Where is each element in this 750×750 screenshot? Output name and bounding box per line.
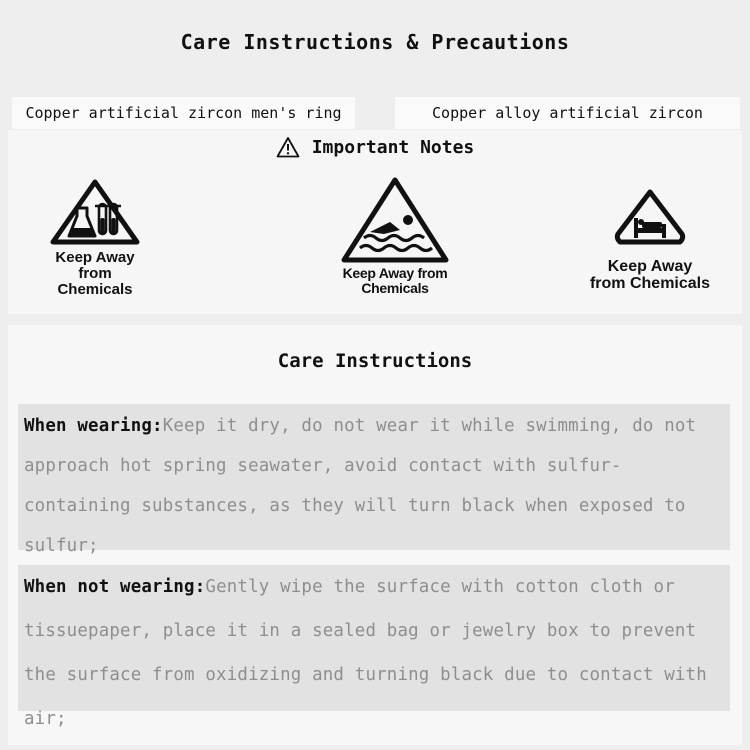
sign-label-line: Keep Away [55, 249, 135, 266]
sign-label-line: Chemicals [361, 279, 429, 296]
sign-label-line: Chemicals [57, 280, 133, 298]
care-item-text: Keep it dry, do not wear it while swimming, do not approach hot spring seawater, avoid contact with sulfur-containing substances, as they will turn black when exposed to sulfur; [24, 416, 697, 556]
sign-keep-away-chemicals-2 [330, 176, 460, 295]
sign-keep-away-chemicals-3 [580, 188, 720, 293]
sign-label-line: Keep Away from [342, 265, 448, 281]
chemical-flasks-icon [49, 178, 141, 246]
care-instructions-heading: Care Instructions [277, 350, 473, 372]
warning-triangle-icon [276, 136, 300, 158]
important-notes-label: Important Notes [311, 136, 475, 158]
care-item-when-wearing [18, 404, 730, 556]
product-tag-left: Copper artificial zircon men's ring [12, 97, 355, 129]
sign-label-line: from [78, 264, 112, 282]
swimming-icon [340, 176, 450, 264]
bed-icon [614, 188, 686, 258]
important-notes-heading [0, 136, 750, 158]
sign-label-line: Keep Away [607, 258, 693, 275]
sign-keep-away-chemicals-1 [40, 178, 150, 297]
page-title: Care Instructions & Precautions [180, 30, 570, 54]
product-tag-right: Copper alloy artificial zircon [395, 97, 740, 129]
care-item-text: Gently wipe the surface with cotton cloth or tissuepaper, place it in a sealed bag or jewelry box to prevent the surface from oxidizing and turning black due to contact with air; [24, 577, 707, 729]
care-item-lead: When wearing: [24, 416, 163, 436]
care-item-lead: When not wearing: [24, 577, 206, 597]
care-item-when-not-wearing [18, 565, 730, 729]
sign-label-line: from Chemicals [589, 274, 711, 292]
